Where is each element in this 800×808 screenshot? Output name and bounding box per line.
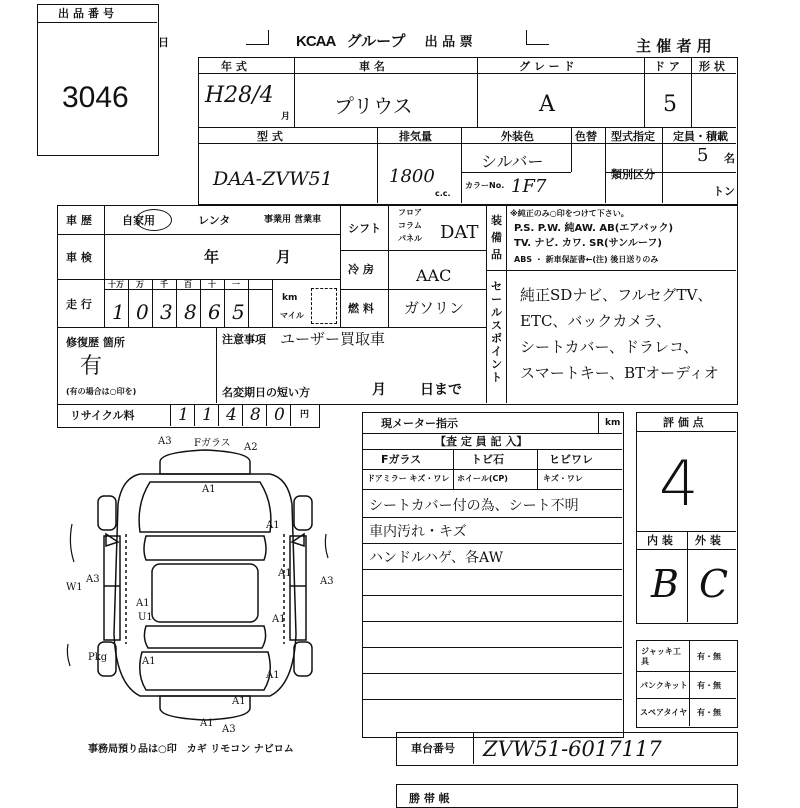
notes-value: ユーザー買取車 bbox=[280, 330, 386, 348]
mark-a3-left: A3 bbox=[86, 574, 100, 585]
equipment-line3: ABS ・ 新車保証書←(注) 後日送りのみ bbox=[514, 255, 659, 264]
bottom-label: 勝 帯 帳 bbox=[409, 792, 450, 805]
shift-panel: パネル bbox=[398, 234, 422, 243]
mark-a3-side: A3 bbox=[320, 576, 334, 587]
mark-a1-right-door: A1 bbox=[278, 568, 292, 579]
spare-label: スペアタイヤ bbox=[640, 708, 688, 717]
corner-mark bbox=[526, 30, 549, 45]
color-value: シルバー bbox=[481, 152, 544, 171]
mileage-head-1: 万 bbox=[136, 280, 144, 289]
color-no-value: 1F7 bbox=[511, 176, 547, 197]
shift-value: DAT bbox=[440, 222, 479, 243]
ac-label: 冷 房 bbox=[348, 263, 374, 276]
header-group: グループ bbox=[346, 32, 406, 50]
mileage-digit-2: 3 bbox=[160, 300, 173, 324]
equipment-note: ※純正のみ○印をつけて下さい。 bbox=[510, 209, 629, 218]
day-suffix: 日 bbox=[158, 36, 169, 49]
header-title: 出 品 票 bbox=[424, 35, 473, 50]
year-value: H28/4 bbox=[205, 83, 274, 108]
fuel-label: 燃 料 bbox=[348, 302, 374, 315]
spare-option: 有・無 bbox=[697, 708, 721, 717]
mark-pkg: Pkg bbox=[88, 652, 108, 663]
car-damage-diagram bbox=[60, 434, 350, 734]
notes-label: 注意事項 bbox=[222, 333, 266, 346]
mileage-digit-3: 8 bbox=[184, 300, 197, 324]
mark-a1-rear-left: A1 bbox=[142, 656, 156, 667]
inspector-title: 【査 定 員 記 入】 bbox=[435, 435, 528, 448]
deadline-month: 月 bbox=[372, 382, 386, 398]
mark-w1: W1 bbox=[66, 582, 83, 593]
grade-label: グ レ ー ド bbox=[519, 60, 575, 73]
sales-point-1: 純正SDナビ、フルセグTV、 bbox=[520, 286, 713, 304]
bottom-box bbox=[396, 784, 738, 808]
inspector-line-1: シートカバー付の為、シート不明 bbox=[369, 498, 579, 514]
inspection-label: 車 検 bbox=[66, 251, 92, 264]
year-label: 年 式 bbox=[221, 60, 247, 73]
mark-a2-front: A2 bbox=[244, 442, 258, 453]
left-doors bbox=[104, 536, 120, 640]
mileage-mile: マイル bbox=[280, 311, 304, 320]
mileage-head-0: 十万 bbox=[108, 280, 124, 289]
model-label: 型 式 bbox=[257, 130, 283, 143]
sales-point-2: ETC、バックカメラ、 bbox=[520, 312, 672, 330]
inspection-month: 月 bbox=[276, 248, 292, 266]
mark-a1-right-rear: A1 bbox=[272, 614, 286, 625]
rating-score: 4 bbox=[659, 447, 699, 520]
shape-label: 形 状 bbox=[699, 60, 725, 73]
deadline-day: 日まで bbox=[420, 382, 462, 398]
repair-value: 有 bbox=[80, 354, 103, 379]
color-no-label: カラーNo. bbox=[465, 181, 505, 190]
inspector-line-2: 車内汚れ・キズ bbox=[369, 524, 467, 540]
mark-a1-right: A1 bbox=[266, 520, 280, 531]
recycle-digit-2: 4 bbox=[226, 405, 237, 425]
exterior-value: C bbox=[699, 562, 729, 606]
sales-point-4: スマートキー、BTオーディオ bbox=[520, 364, 719, 382]
wheel-damage-label: キズ・ワレ bbox=[543, 474, 583, 483]
color-change-label: 色替 bbox=[575, 130, 597, 143]
history-block bbox=[57, 205, 738, 405]
inspection-year: 年 bbox=[204, 248, 220, 266]
chassis-label: 車台番号 bbox=[411, 742, 455, 755]
mark-a3-rear: A3 bbox=[222, 724, 236, 734]
equipment-line2: TV. ナビ. カワ. SR(サンルーフ) bbox=[514, 238, 662, 249]
shift-column: コラム bbox=[398, 221, 422, 230]
front-bumper bbox=[160, 450, 250, 474]
mileage-head-2: 千 bbox=[160, 280, 168, 289]
capacity-value: 5 bbox=[697, 145, 709, 166]
jack-option: 有・無 bbox=[697, 652, 721, 661]
lot-number: 3046 bbox=[62, 81, 129, 114]
crack-label: ヒビワレ bbox=[549, 453, 593, 466]
exterior-label: 外 装 bbox=[695, 534, 721, 547]
chassis-box bbox=[396, 732, 738, 766]
mark-a3-front: A3 bbox=[158, 436, 172, 447]
repair-note: (有の場合は○印を) bbox=[66, 387, 137, 396]
month-mark: 月 bbox=[281, 112, 291, 122]
ton-unit: トン bbox=[713, 185, 735, 198]
right-doors bbox=[290, 536, 306, 640]
ac-value: AAC bbox=[416, 266, 452, 285]
shift-floor: フロア bbox=[398, 208, 422, 217]
brand-logo: KCAA bbox=[296, 33, 336, 50]
mileage-head-3: 百 bbox=[184, 280, 192, 289]
mark-a1-hood: A1 bbox=[202, 484, 216, 495]
mileage-km: km bbox=[282, 293, 298, 303]
name-label: 車 名 bbox=[359, 60, 385, 73]
doors-label: ド ア bbox=[654, 60, 680, 73]
header bbox=[296, 30, 473, 51]
capacity-unit: 名 bbox=[724, 152, 735, 165]
front-right-wheel bbox=[294, 496, 312, 530]
fuel-value: ガソリン bbox=[404, 299, 465, 317]
usage-own: 自家用 bbox=[122, 214, 155, 227]
rear-right-wheel bbox=[294, 642, 312, 676]
vehicle-table bbox=[198, 57, 738, 205]
usage-rental: レンタ bbox=[198, 214, 231, 227]
mileage-label: 走 行 bbox=[66, 298, 92, 311]
recycle-digit-1: 1 bbox=[202, 405, 213, 425]
mileage-digit-0: 1 bbox=[112, 300, 125, 324]
f-glass-label: Fガラス bbox=[381, 453, 422, 466]
puncture-label: パンクキット bbox=[640, 681, 688, 690]
roof bbox=[152, 564, 258, 622]
recycle-unit: 円 bbox=[300, 410, 310, 420]
mirror-label: ドアミラー キズ・ワレ bbox=[367, 474, 450, 483]
mark-a1-trunk: A1 bbox=[232, 696, 246, 707]
meter-unit: km bbox=[605, 418, 621, 428]
mark-u1: U1 bbox=[138, 612, 153, 623]
mileage-digit-4: 6 bbox=[208, 300, 221, 324]
inspector-line-3: ハンドルハゲ、各AW bbox=[369, 550, 503, 566]
sales-points-label: セールスポイント bbox=[491, 280, 502, 384]
jack-label: ジャッキ工具 bbox=[641, 647, 681, 666]
mileage-head-4: 十 bbox=[208, 280, 216, 289]
disp-unit: c.c. bbox=[435, 189, 451, 198]
recycle-digit-0: 1 bbox=[178, 405, 189, 425]
sales-point-3: シートカバー、ドラレコ、 bbox=[520, 338, 699, 356]
deadline-label: 名変期日の短い方 bbox=[222, 386, 310, 399]
recycle-label: リサイクル料 bbox=[70, 409, 135, 422]
shift-label: シフト bbox=[348, 222, 381, 235]
tools-box bbox=[636, 640, 738, 728]
mark-a1-left-door: A1 bbox=[136, 598, 150, 609]
mileage-digit-5: 5 bbox=[232, 300, 245, 324]
trunk bbox=[140, 652, 271, 690]
usage-business: 事業用 営業車 bbox=[264, 215, 322, 225]
recycle-box bbox=[57, 404, 320, 428]
lot-label: 出品番号 bbox=[58, 7, 118, 20]
disp-value: 1800 bbox=[389, 166, 435, 187]
rating-box bbox=[636, 412, 738, 624]
name-value: プリウス bbox=[334, 94, 413, 118]
grade-value: A bbox=[539, 92, 555, 117]
equipment-label: 装備品 bbox=[491, 214, 502, 261]
repair-label: 修復歴 箇所 bbox=[66, 336, 125, 349]
model-value: DAA-ZVW51 bbox=[213, 168, 333, 190]
wheel-label: ホイール(CP) bbox=[457, 474, 508, 483]
recycle-digit-4: 0 bbox=[274, 405, 285, 425]
windshield bbox=[144, 536, 266, 560]
interior-value: B bbox=[651, 562, 679, 606]
mark-a1-rear-right: A1 bbox=[266, 670, 280, 681]
mark-a1-rear: A1 bbox=[200, 718, 214, 729]
lot-number-box bbox=[37, 4, 159, 156]
rating-label: 評 価 点 bbox=[663, 416, 704, 429]
inspector-box bbox=[362, 412, 624, 738]
class-label: 類別区分 bbox=[611, 168, 655, 181]
chassis-value: ZVW51-6017117 bbox=[483, 737, 662, 761]
doors-value: 5 bbox=[663, 92, 677, 117]
chip-label: トビ石 bbox=[471, 453, 504, 466]
front-left-wheel bbox=[98, 496, 116, 530]
mark-fglass: Fガラス bbox=[194, 438, 231, 449]
recycle-digit-3: 8 bbox=[250, 405, 261, 425]
header-organizer: 主 催 者 用 bbox=[636, 37, 712, 55]
type-designation-label: 型式指定 bbox=[611, 130, 655, 143]
color-label: 外装色 bbox=[501, 130, 534, 143]
puncture-option: 有・無 bbox=[697, 681, 721, 690]
corner-mark bbox=[246, 30, 269, 45]
equipment-line1: P.S. P.W. 純AW. AB(エアバック) bbox=[514, 223, 674, 234]
rear-window bbox=[144, 626, 265, 648]
mileage-head-5: 一 bbox=[232, 280, 240, 289]
disp-label: 排気量 bbox=[399, 130, 432, 143]
mileage-digit-1: 0 bbox=[136, 300, 149, 324]
diagram-footer: 事務局預り品は○印 カギ リモコン ナビロム bbox=[88, 744, 294, 755]
capacity-label: 定員・積載 bbox=[673, 130, 728, 143]
usage-circle bbox=[136, 209, 172, 231]
meter-label: 現メーター指示 bbox=[381, 417, 458, 430]
usage-label: 車 歴 bbox=[66, 214, 92, 227]
interior-label: 内 装 bbox=[647, 534, 673, 547]
mile-checkbox bbox=[311, 288, 337, 324]
